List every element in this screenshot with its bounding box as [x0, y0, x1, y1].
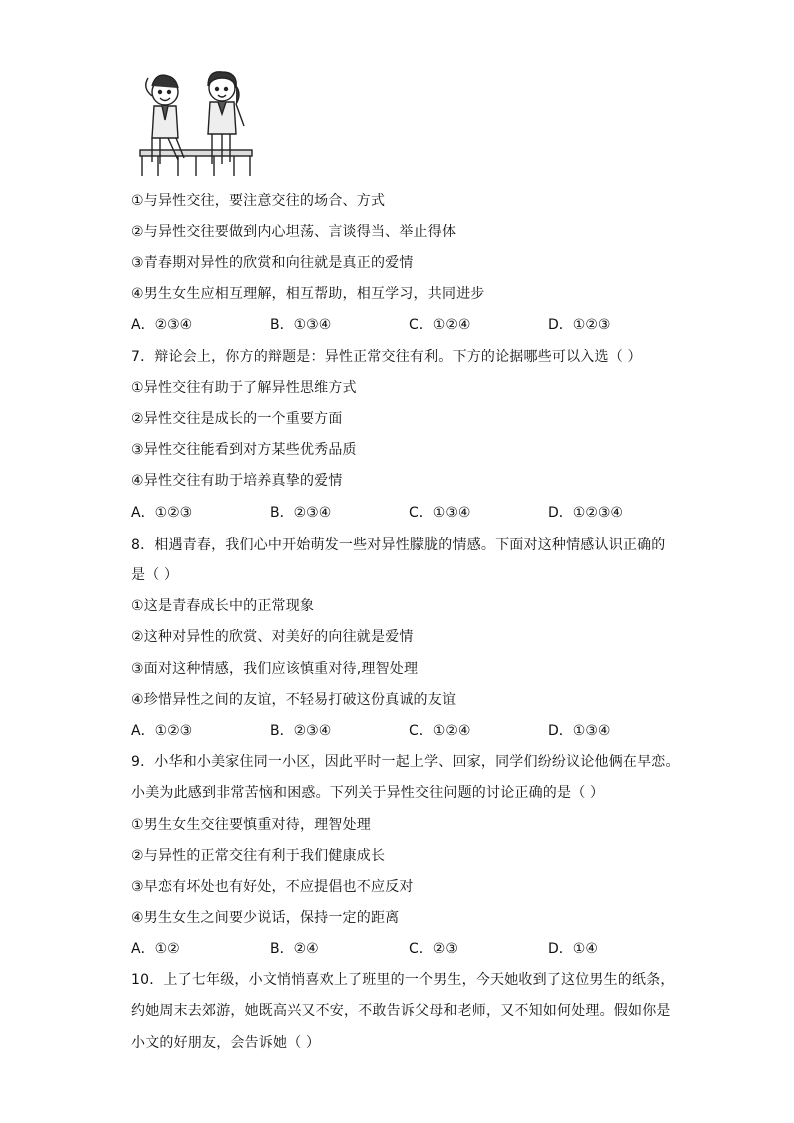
- q8-statement-1: ①这是青春成长中的正常现象: [131, 598, 315, 614]
- q9-statement-4: ④男生女生之间要少说话，保持一定的距离: [131, 910, 400, 926]
- q9-stem-line-2: 小美为此感到非常苦恼和困惑。下列关于异性交往问题的讨论正确的是（ ）: [131, 785, 605, 801]
- q9-statement-3: ③早恋有坏处也有好处，不应提倡也不应反对: [131, 879, 414, 895]
- q8-stem-line-1: 8．相遇青春，我们心中开始萌发一些对异性朦胧的情感。下面对这种情感认识正确的: [131, 537, 666, 553]
- q6-statement-2: ②与异性交往要做到内心坦荡、言谈得当、举止得体: [131, 224, 457, 240]
- q8-stem-line-2: 是（ ）: [131, 567, 179, 583]
- q7-option-c[interactable]: C．①③④: [409, 505, 471, 521]
- q8-option-d[interactable]: D．①③④: [548, 723, 611, 739]
- q6-statement-1: ①与异性交往，要注意交往的场合、方式: [131, 193, 386, 209]
- q9-statement-2: ②与异性的正常交往有利于我们健康成长: [131, 848, 386, 864]
- q7-option-b[interactable]: B．②③④: [270, 505, 332, 521]
- q8-option-b[interactable]: B．②③④: [270, 723, 332, 739]
- q9-stem-line-1: 9．小华和小美家住同一小区，因此平时一起上学、回家，同学们纷纷议论他俩在早恋。: [131, 754, 680, 770]
- q7-statement-4: ④异性交往有助于培养真挚的爱情: [131, 473, 343, 489]
- q7-option-a[interactable]: A．①②③: [131, 505, 193, 521]
- q8-statement-2: ②这种对异性的欣赏、对美好的向往就是爱情: [131, 629, 414, 645]
- q10-stem-line-3: 小文的好朋友，会告诉她（ ）: [131, 1035, 321, 1051]
- q7-statement-3: ③异性交往能看到对方某些优秀品质: [131, 442, 357, 458]
- q6-option-d[interactable]: D．①②③: [548, 317, 611, 333]
- q7-statement-2: ②异性交往是成长的一个重要方面: [131, 411, 343, 427]
- q9-option-a[interactable]: A．①②: [131, 941, 180, 957]
- q7-option-d[interactable]: D．①②③④: [548, 505, 623, 521]
- q7-stem: 7．辩论会上，你方的辩题是：异性正常交往有利。下方的论据哪些可以入选（ ）: [131, 349, 642, 365]
- q8-statement-4: ④珍惜异性之间的友谊，不轻易打破这份真诚的友谊: [131, 692, 457, 708]
- q8-option-c[interactable]: C．①②④: [409, 723, 471, 739]
- q9-option-b[interactable]: B．②④: [270, 941, 319, 957]
- q6-option-b[interactable]: B．①③④: [270, 317, 332, 333]
- q6-option-c[interactable]: C．①②④: [409, 317, 471, 333]
- boy-girl-illustration: [138, 64, 256, 178]
- q6-statement-4: ④男生女生应相互理解，相互帮助，相互学习，共同进步: [131, 286, 485, 302]
- q9-statement-1: ①男生女生交往要慎重对待，理智处理: [131, 817, 371, 833]
- q9-option-c[interactable]: C．②③: [409, 941, 458, 957]
- q8-option-a[interactable]: A．①②③: [131, 723, 193, 739]
- q7-statement-1: ①异性交往有助于了解异性思维方式: [131, 380, 357, 396]
- q10-stem-line-2: 约她周末去郊游，她既高兴又不安，不敢告诉父母和老师，又不知如何处理。假如你是: [131, 1003, 671, 1019]
- q8-statement-3: ③面对这种情感，我们应该慎重对待,理智处理: [131, 661, 419, 677]
- q6-statement-3: ③青春期对异性的欣赏和向往就是真正的爱情: [131, 255, 414, 271]
- q10-stem-line-1: 10．上了七年级，小文悄悄喜欢上了班里的一个男生，今天她收到了这位男生的纸条，: [131, 972, 675, 988]
- q9-option-d[interactable]: D．①④: [548, 941, 598, 957]
- q6-option-a[interactable]: A．②③④: [131, 317, 193, 333]
